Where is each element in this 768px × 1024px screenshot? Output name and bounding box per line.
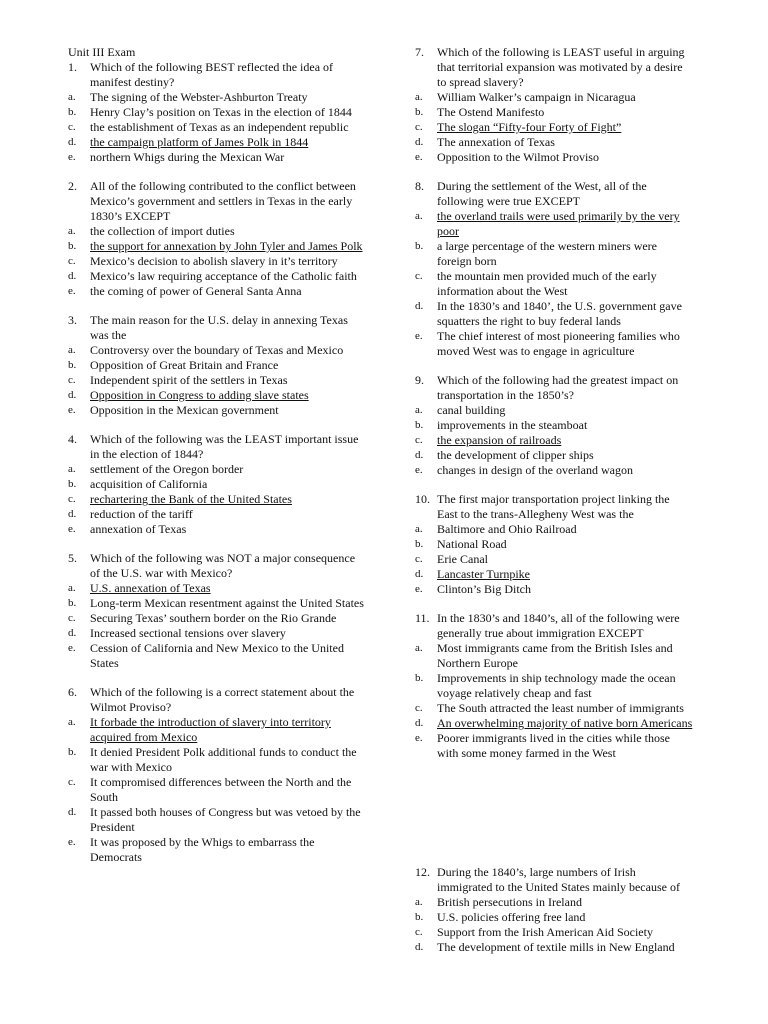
option-text: annexation of Texas <box>90 522 187 536</box>
option-letter: d. <box>68 136 77 148</box>
question-number: 12. <box>415 865 430 879</box>
option-text: Increased sectional tensions over slavery <box>90 626 286 640</box>
answer-option <box>68 522 368 537</box>
answer-option <box>415 403 693 418</box>
question-number: 3. <box>68 313 77 327</box>
answer-option <box>68 477 368 492</box>
option-letter: a. <box>415 523 423 535</box>
option-text: The signing of the Webster-Ashburton Treaty <box>90 90 308 104</box>
option-letter: b. <box>415 672 424 684</box>
answer-option <box>415 731 693 761</box>
question-stem <box>415 492 693 522</box>
answer-option <box>68 492 368 507</box>
question-stem <box>68 313 368 343</box>
option-letter: a. <box>415 91 423 103</box>
answer-option <box>68 105 368 120</box>
option-text: the collection of import duties <box>90 224 235 238</box>
answer-option <box>415 209 693 239</box>
option-text: the overland trails were used primarily by the very poor <box>437 209 680 238</box>
answer-option <box>415 582 693 597</box>
option-letter: d. <box>415 717 424 729</box>
question-text: Which of the following was the LEAST important issue in the election of 1844? <box>90 432 359 461</box>
option-letter: c. <box>68 121 76 133</box>
option-letter: a. <box>68 582 76 594</box>
answer-option <box>415 299 693 329</box>
option-text: U.S. policies offering free land <box>437 910 586 924</box>
option-letter: d. <box>415 568 424 580</box>
option-text: The chief interest of most pioneering families who moved West was to engage in agriculture <box>437 329 680 358</box>
option-text: In the 1830’s and 1840’, the U.S. government gave squatters the right to buy federal lands <box>437 299 682 328</box>
option-text: Baltimore and Ohio Railroad <box>437 522 577 536</box>
option-text: An overwhelming majority of native born Americans <box>437 716 693 730</box>
answer-option <box>415 269 693 299</box>
answer-option <box>68 775 368 805</box>
option-text: It denied President Polk additional funds to conduct the war with Mexico <box>90 745 357 774</box>
question-text: Which of the following BEST reflected the idea of manifest destiny? <box>90 60 334 89</box>
option-text: The South attracted the least number of immigrants <box>437 701 684 715</box>
question-text: All of the following contributed to the conflict between Mexico’s government and settlers in Texas in the early 1830’s EXCEPT <box>90 179 356 223</box>
option-text: Henry Clay’s position on Texas in the election of 1844 <box>90 105 352 119</box>
option-text: changes in design of the overland wagon <box>437 463 633 477</box>
answer-option <box>68 239 368 254</box>
question-8 <box>415 179 693 359</box>
option-letter: d. <box>68 806 77 818</box>
question-10 <box>415 492 693 597</box>
option-letter: c. <box>68 493 76 505</box>
option-letter: a. <box>415 642 423 654</box>
answer-option <box>415 329 693 359</box>
answer-option <box>68 805 368 835</box>
option-text: the establishment of Texas as an independent republic <box>90 120 349 134</box>
answer-option <box>415 105 693 120</box>
option-text: It forbade the introduction of slavery into territory acquired from Mexico <box>90 715 331 744</box>
option-letter: a. <box>415 404 423 416</box>
option-text: The annexation of Texas <box>437 135 555 149</box>
answer-option <box>68 611 368 626</box>
question-2 <box>68 179 368 299</box>
option-letter: e. <box>415 151 423 163</box>
option-text: The Ostend Manifesto <box>437 105 545 119</box>
option-letter: b. <box>68 746 77 758</box>
answer-option <box>68 626 368 641</box>
answer-option <box>68 596 368 611</box>
option-letter: c. <box>415 553 423 565</box>
option-letter: a. <box>415 896 423 908</box>
option-letter: e. <box>68 151 76 163</box>
answer-option <box>68 403 368 418</box>
answer-option <box>415 940 693 955</box>
answer-option <box>68 388 368 403</box>
answer-option <box>68 254 368 269</box>
question-3 <box>68 313 368 418</box>
answer-option <box>415 150 693 165</box>
option-letter: c. <box>68 776 76 788</box>
option-text: The slogan “Fifty-four Forty of Fight” <box>437 120 622 134</box>
option-text: Long-term Mexican resentment against the United States <box>90 596 364 610</box>
answer-option <box>415 925 693 940</box>
question-text: The main reason for the U.S. delay in annexing Texas was the <box>90 313 348 342</box>
option-letter: b. <box>68 478 77 490</box>
option-letter: a. <box>68 225 76 237</box>
option-text: British persecutions in Ireland <box>437 895 582 909</box>
left-column <box>68 45 368 865</box>
option-letter: e. <box>68 642 76 654</box>
answer-option <box>415 537 693 552</box>
option-text: the expansion of railroads <box>437 433 562 447</box>
question-5 <box>68 551 368 671</box>
question-number: 2. <box>68 179 77 193</box>
option-letter: c. <box>68 374 76 386</box>
option-letter: b. <box>415 538 424 550</box>
question-12 <box>415 865 693 955</box>
option-text: It passed both houses of Congress but was vetoed by the President <box>90 805 361 834</box>
option-text: settlement of the Oregon border <box>90 462 244 476</box>
option-letter: b. <box>415 419 424 431</box>
option-letter: b. <box>68 106 77 118</box>
answer-option <box>415 463 693 478</box>
option-letter: e. <box>415 583 423 595</box>
question-text: Which of the following was NOT a major consequence of the U.S. war with Mexico? <box>90 551 356 580</box>
option-letter: e. <box>68 523 76 535</box>
option-letter: a. <box>68 463 76 475</box>
option-letter: d. <box>415 449 424 461</box>
question-stem <box>68 432 368 462</box>
question-stem <box>415 865 693 895</box>
option-text: the mountain men provided much of the early information about the West <box>437 269 657 298</box>
answer-option <box>415 641 693 671</box>
option-text: Mexico’s decision to abolish slavery in it’s territory <box>90 254 338 268</box>
answer-option <box>415 522 693 537</box>
answer-option <box>415 448 693 463</box>
right-column <box>415 45 693 955</box>
option-text: Controversy over the boundary of Texas and Mexico <box>90 343 344 357</box>
question-11 <box>415 611 693 761</box>
option-text: the development of clipper ships <box>437 448 594 462</box>
question-number: 4. <box>68 432 77 446</box>
answer-option <box>68 343 368 358</box>
option-letter: d. <box>415 136 424 148</box>
answer-option <box>415 552 693 567</box>
question-stem <box>68 551 368 581</box>
option-text: the campaign platform of James Polk in 1844 <box>90 135 309 149</box>
answer-option <box>415 671 693 701</box>
exam-title: Unit III Exam <box>68 45 136 59</box>
question-stem <box>68 179 368 224</box>
option-text: acquisition of California <box>90 477 208 491</box>
question-number: 7. <box>415 45 424 59</box>
option-text: Most immigrants came from the British Isles and Northern Europe <box>437 641 673 670</box>
answer-option <box>68 745 368 775</box>
question-7 <box>415 45 693 165</box>
option-letter: d. <box>68 627 77 639</box>
option-text: It was proposed by the Whigs to embarrass the Democrats <box>90 835 315 864</box>
answer-option <box>415 567 693 582</box>
answer-option <box>415 239 693 269</box>
option-letter: a. <box>68 91 76 103</box>
option-text: improvements in the steamboat <box>437 418 588 432</box>
option-text: the support for annexation by John Tyler and James Polk <box>90 239 363 253</box>
question-text: In the 1830’s and 1840’s, all of the following were generally true about immigration EXCEPT <box>437 611 680 640</box>
question-stem <box>68 60 368 90</box>
answer-option <box>68 269 368 284</box>
answer-option <box>68 581 368 596</box>
answer-option <box>415 701 693 716</box>
question-stem <box>68 685 368 715</box>
option-text: Lancaster Turnpike <box>437 567 530 581</box>
answer-option <box>415 910 693 925</box>
answer-option <box>415 433 693 448</box>
option-text: Cession of California and New Mexico to the United States <box>90 641 344 670</box>
option-text: Support from the Irish American Aid Society <box>437 925 653 939</box>
option-text: northern Whigs during the Mexican War <box>90 150 285 164</box>
option-letter: d. <box>415 941 424 953</box>
answer-option <box>68 90 368 105</box>
option-letter: b. <box>68 359 77 371</box>
option-text: It compromised differences between the North and the South <box>90 775 352 804</box>
answer-option <box>68 284 368 299</box>
option-letter: e. <box>68 404 76 416</box>
answer-option <box>68 150 368 165</box>
option-text: Mexico’s law requiring acceptance of the Catholic faith <box>90 269 357 283</box>
question-text: During the settlement of the West, all of the following were true EXCEPT <box>437 179 647 208</box>
question-stem <box>415 179 693 209</box>
answer-option <box>68 373 368 388</box>
answer-option <box>415 716 693 731</box>
answer-option <box>68 462 368 477</box>
option-text: Improvements in ship technology made the ocean voyage relatively cheap and fast <box>437 671 676 700</box>
option-letter: a. <box>68 344 76 356</box>
question-6 <box>68 685 368 865</box>
option-text: Poorer immigrants lived in the cities while those with some money farmed in the West <box>437 731 670 760</box>
option-letter: c. <box>415 926 423 938</box>
answer-option <box>68 507 368 522</box>
option-letter: d. <box>68 508 77 520</box>
option-text: Opposition in Congress to adding slave states <box>90 388 309 402</box>
option-letter: c. <box>68 255 76 267</box>
option-letter: a. <box>68 716 76 728</box>
option-letter: b. <box>68 240 77 252</box>
question-number: 1. <box>68 60 77 74</box>
column-spacer <box>415 761 693 865</box>
option-letter: b. <box>68 597 77 609</box>
question-stem <box>415 45 693 90</box>
option-letter: d. <box>68 270 77 282</box>
answer-option <box>68 120 368 135</box>
option-letter: d. <box>415 300 424 312</box>
option-text: canal building <box>437 403 506 417</box>
question-number: 5. <box>68 551 77 565</box>
option-text: rechartering the Bank of the United States <box>90 492 292 506</box>
option-letter: e. <box>415 732 423 744</box>
option-letter: c. <box>415 434 423 446</box>
question-4 <box>68 432 368 537</box>
question-text: Which of the following is a correct statement about the Wilmot Proviso? <box>90 685 355 714</box>
option-text: Opposition in the Mexican government <box>90 403 279 417</box>
option-letter: b. <box>415 240 424 252</box>
option-letter: c. <box>415 121 423 133</box>
option-letter: b. <box>415 106 424 118</box>
option-letter: a. <box>415 210 423 222</box>
question-number: 9. <box>415 373 424 387</box>
option-letter: e. <box>68 836 76 848</box>
option-text: Erie Canal <box>437 552 488 566</box>
question-text: The first major transportation project linking the East to the trans-Allegheny West was the <box>437 492 670 521</box>
option-text: the coming of power of General Santa Anna <box>90 284 302 298</box>
option-text: a large percentage of the western miners were foreign born <box>437 239 658 268</box>
option-text: Securing Texas’ southern border on the Rio Grande <box>90 611 337 625</box>
option-letter: e. <box>68 285 76 297</box>
answer-option <box>68 835 368 865</box>
answer-option <box>68 715 368 745</box>
option-text: National Road <box>437 537 507 551</box>
question-text: Which of the following is LEAST useful in arguing that territorial expansion was motivated by a desire to spread slavery? <box>437 45 685 89</box>
answer-option <box>68 135 368 150</box>
answer-option <box>415 90 693 105</box>
question-number: 8. <box>415 179 424 193</box>
option-text: Clinton’s Big Ditch <box>437 582 532 596</box>
question-text: During the 1840’s, large numbers of Irish immigrated to the United States mainly because of <box>437 865 680 894</box>
question-9 <box>415 373 693 478</box>
option-text: The development of textile mills in New England <box>437 940 675 954</box>
question-1 <box>68 60 368 165</box>
answer-option <box>415 135 693 150</box>
answer-option <box>415 120 693 135</box>
option-text: U.S. annexation of Texas <box>90 581 211 595</box>
question-stem <box>415 611 693 641</box>
option-letter: c. <box>415 270 423 282</box>
option-letter: e. <box>415 464 423 476</box>
option-text: Opposition of Great Britain and France <box>90 358 279 372</box>
option-text: Opposition to the Wilmot Proviso <box>437 150 599 164</box>
question-stem <box>415 373 693 403</box>
answer-option <box>68 358 368 373</box>
option-text: William Walker’s campaign in Nicaragua <box>437 90 636 104</box>
option-text: reduction of the tariff <box>90 507 193 521</box>
answer-option <box>415 895 693 910</box>
question-number: 6. <box>68 685 77 699</box>
answer-option <box>68 641 368 671</box>
option-letter: d. <box>68 389 77 401</box>
option-letter: e. <box>415 330 423 342</box>
option-letter: b. <box>415 911 424 923</box>
question-text: Which of the following had the greatest impact on transportation in the 1850’s? <box>437 373 679 402</box>
answer-option <box>68 224 368 239</box>
question-number: 11. <box>415 611 430 625</box>
answer-option <box>415 418 693 433</box>
option-text: Independent spirit of the settlers in Texas <box>90 373 288 387</box>
question-number: 10. <box>415 492 430 506</box>
option-letter: c. <box>68 612 76 624</box>
option-letter: c. <box>415 702 423 714</box>
